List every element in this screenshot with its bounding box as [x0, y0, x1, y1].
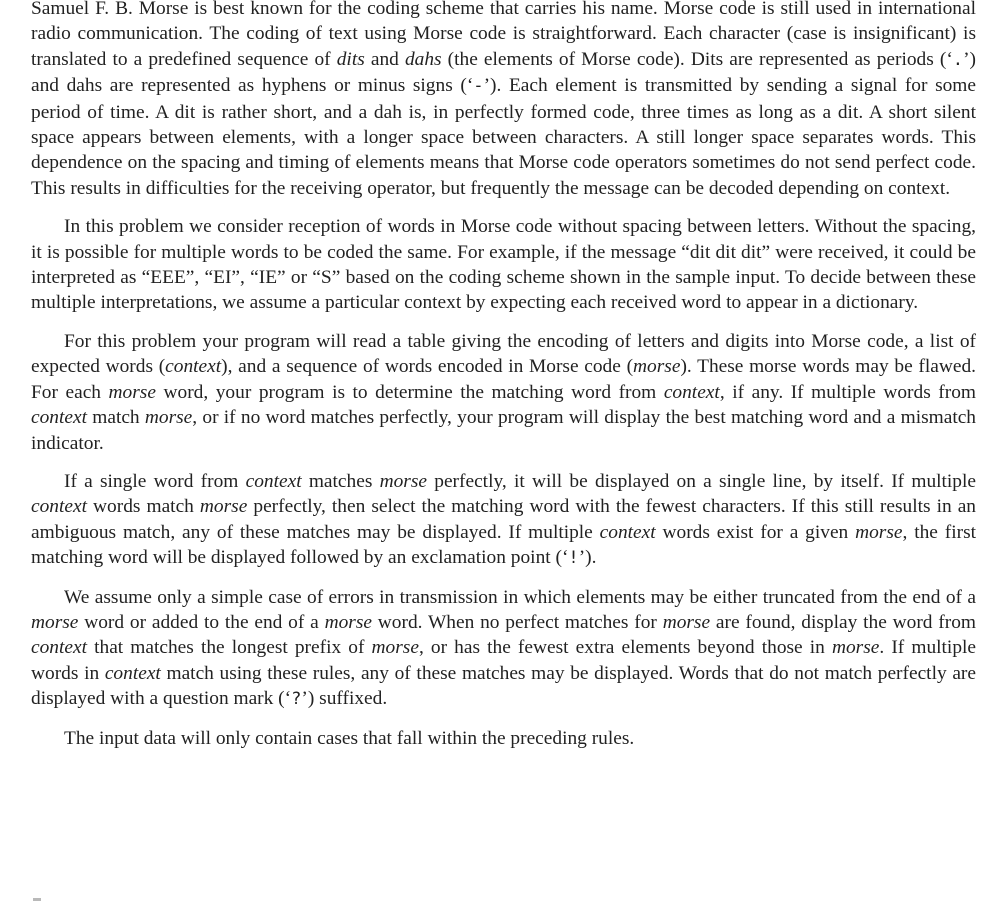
paragraph-error-rules: [31, 585, 976, 713]
text-run: ), and a sequence of words encoded in Morse code (: [221, 356, 634, 378]
text-run: Samuel F. B. Morse is best known for the coding scheme that carries his name. Morse code is still used in international radio communication. The coding of text using Morse code is straightforward. Each character (case is insignificant) is translated to a predefined sequence of: [31, 0, 976, 70]
italic-term: context: [165, 356, 222, 378]
typewriter-char: -: [473, 76, 484, 97]
text-run: that matches the longest prefix of: [87, 637, 372, 659]
typewriter-char: .: [952, 49, 964, 70]
text-run: perfectly, it will be displayed on a single line, by itself. If multiple: [427, 470, 976, 492]
text-run: word. When no perfect matches for: [371, 611, 663, 633]
text-run: ). These morse words may be flawed. For each: [31, 356, 976, 403]
text-run: , if any. If multiple words from: [719, 381, 976, 403]
text-run: ’). Each element is transmitted by sending a signal for some period of time. A dit is rather short, and a dah is, in perfectly formed code, three times as long as a dit. A short silent space appears between elements, with a longer space between characters. A still longer space separates words. This dependence on the spacing and timing of elements means that Morse code operators sometimes do not send perfect code. This results in difficulties for the receiving operator, but frequently the message can be decoded depending on context.: [31, 75, 976, 199]
text-run: word or added to the end of a: [78, 611, 325, 633]
italic-term: context: [104, 662, 161, 684]
text-run: ’) suffixed.: [301, 688, 388, 710]
text-run: word, your program is to determine the matching word from: [155, 381, 664, 403]
italic-term: morse: [662, 611, 711, 633]
italic-term: morse: [855, 521, 903, 543]
italic-term: morse: [831, 637, 880, 659]
typewriter-char: !: [568, 548, 579, 569]
italic-term: morse: [379, 470, 428, 492]
text-run: words exist for a given: [655, 521, 856, 543]
text-run: We assume only a simple case of errors in transmission in which elements may be either truncated from the end of a: [64, 586, 976, 608]
cropped-heading-glyph-fragment: [33, 898, 41, 901]
paragraph-input-note: [31, 726, 976, 751]
text-run: matches: [301, 470, 380, 492]
text-run: If a single word from: [64, 470, 246, 492]
text-run: In this problem we consider reception of words in Morse code without spacing between letters. Without the spacing, it is possible for multiple words to be coded the same. For example, if the message “dit dit dit” were received, it could be interpreted as “EEE”, “EI”, “IE” or “S” based on the coding scheme shown in the sample input. To decide between these multiple interpretations, we assume a particular context by expecting each received word to appear in a dictionary.: [31, 216, 976, 314]
text-run: The input data will only contain cases that fall within the preceding rules.: [64, 727, 635, 749]
italic-term: context: [245, 470, 302, 492]
paragraph-ambiguity: [31, 214, 976, 316]
italic-term: context: [31, 637, 87, 659]
text-run: , or has the fewest extra elements beyond those in: [418, 637, 832, 659]
italic-term: morse: [108, 381, 156, 403]
paragraph-intro: [31, 0, 976, 201]
text-run: words match: [87, 496, 200, 518]
italic-term: context: [663, 381, 720, 403]
italic-term: morse: [199, 496, 248, 518]
text-run: ’).: [578, 547, 597, 569]
italic-term: dits: [336, 48, 365, 70]
italic-term: morse: [31, 611, 79, 633]
text-run: match: [87, 407, 145, 429]
text-run: are found, display the word from: [710, 611, 976, 633]
text-run: For this problem your program will read a table giving the encoding of letters and digits into Morse code, a list of expected words (: [31, 330, 976, 378]
paragraph-perfect-match-rules: [31, 469, 976, 572]
text-run: , or if no word matches perfectly, your program will display the best matching word and a mismatch indicator.: [31, 407, 977, 454]
paragraph-program-task: [31, 329, 976, 456]
typewriter-char: ?: [291, 689, 302, 710]
text-run: and: [364, 48, 405, 70]
text-run: match using these rules, any of these matches may be displayed. Words that do not match perfectly are displayed with a question mark (‘: [31, 662, 976, 710]
text-run: perfectly, then select the matching word with the fewest characters. If this still results in an ambiguous match, any of these matches may be displayed. If multiple: [31, 496, 976, 543]
italic-term: morse: [371, 637, 419, 659]
italic-term: context: [31, 407, 87, 429]
italic-term: morse: [633, 356, 681, 378]
text-run: , the first matching word will be displayed followed by an exclamation point (‘: [31, 521, 976, 569]
text-run: (the elements of Morse code). Dits are represented as periods (‘: [441, 48, 953, 70]
italic-term: context: [599, 521, 656, 543]
text-run: . If multiple words in: [31, 637, 977, 684]
italic-term: morse: [324, 611, 372, 633]
italic-term: morse: [144, 407, 193, 429]
text-run: ’) and dahs are represented as hyphens or minus signs (‘: [31, 48, 976, 97]
italic-term: dahs: [404, 48, 442, 70]
italic-term: context: [31, 496, 87, 518]
